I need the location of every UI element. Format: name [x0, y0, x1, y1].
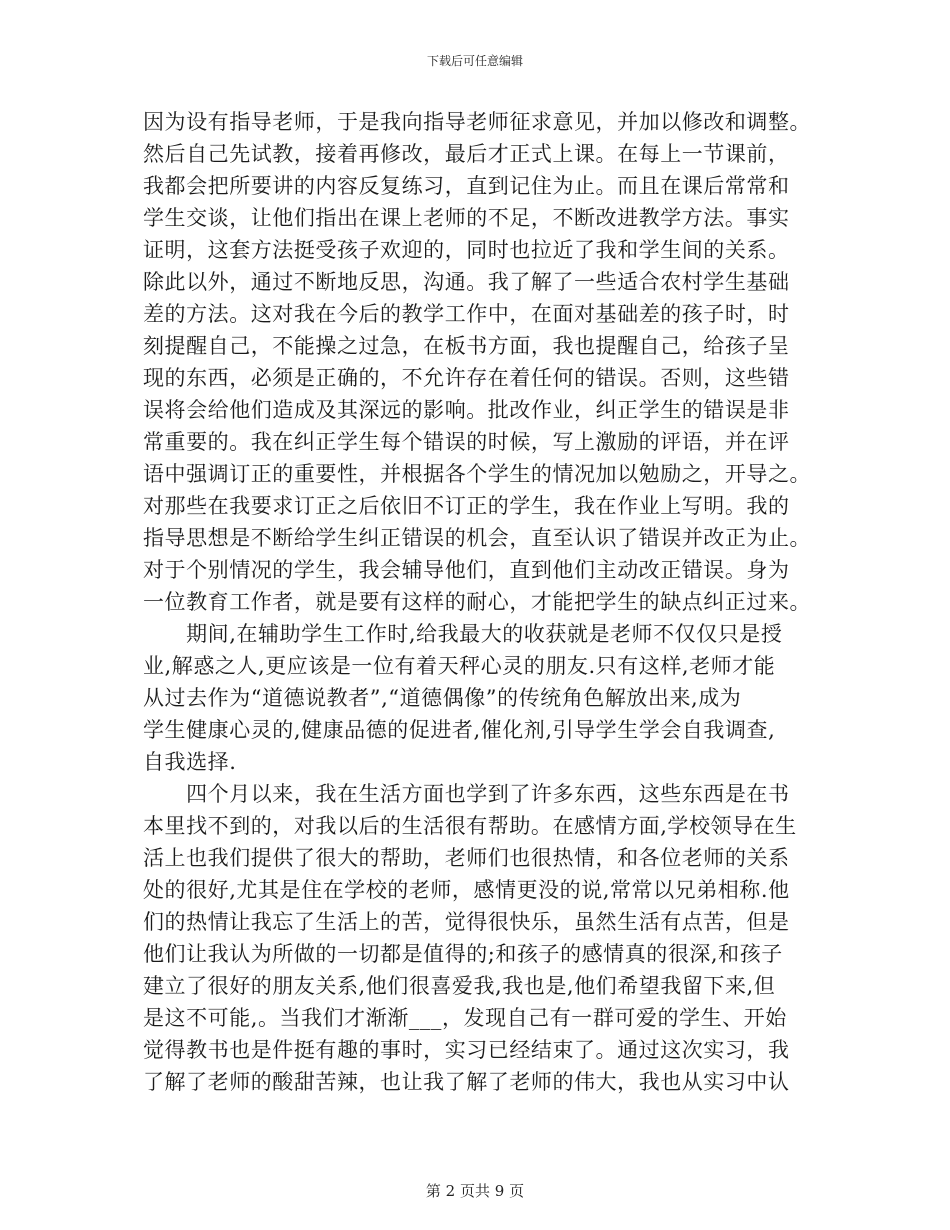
text-line: 业,解惑之人,更应该是一位有着天秤心灵的朋友.只有这样,老师才能 — [143, 654, 776, 678]
text-line: 他们让我认为所做的一切都是值得的;和孩子的感情真的很深,和孩子 — [143, 942, 783, 966]
text-line: 然后自己先试教，接着再修改，最后才正式上课。在每上一节课前， — [143, 142, 790, 166]
text-line: 学生交谈，让他们指出在课上老师的不足，不断改进教学方法。事实 — [143, 206, 790, 230]
text-line: 证明，这套方法挺受孩子欢迎的，同时也拉近了我和学生间的关系。 — [143, 238, 790, 262]
text-line: 四个月以来，我在生活方面也学到了许多东西，这些东西是在书 — [143, 782, 790, 806]
text-line: 常重要的。我在纠正学生每个错误的时候，写上激励的评语，并在评 — [143, 430, 790, 454]
text-line: 我都会把所要讲的内容反复练习，直到记住为止。而且在课后常常和 — [143, 174, 790, 198]
text-line: 语中强调订正的重要性，并根据各个学生的情况加以勉励之，开导之。 — [143, 462, 812, 486]
page-footer: 第 2 页共 9 页 — [425, 1182, 525, 1200]
text-line: 指导思想是不断给学生纠正错误的机会，直至认识了错误并改正为止。 — [143, 526, 812, 550]
text-line: 们的热情让我忘了生活上的苦，觉得很快乐，虽然生活有点苦，但是 — [143, 910, 790, 934]
text-line: 是这不可能,。当我们才渐渐___，发现自己有一群可爱的学生、开始 — [143, 1006, 787, 1030]
text-line: 处的很好,尤其是住在学校的老师，感情更没的说,常常以兄弟相称.他 — [143, 878, 790, 902]
text-line: 建立了很好的朋友关系,他们很喜爱我,我也是,他们希望我留下来,但 — [143, 974, 776, 998]
text-line: 刻提醒自己，不能操之过急，在板书方面，我也提醒自己，给孩子呈 — [143, 334, 790, 358]
text-line: 一位教育工作者，就是要有这样的耐心，才能把学生的缺点纠正过来。 — [143, 590, 812, 614]
text-line: 学生健康心灵的,健康品德的促进者,催化剂,引导学生学会自我调查, — [143, 718, 776, 742]
text-line: 期间,在辅助学生工作时,给我最大的收获就是老师不仅仅只是授 — [143, 622, 783, 646]
page-header: 下载后可任意编辑 — [426, 54, 523, 68]
text-line: 觉得教书也是件挺有趣的事时，实习已经结束了。通过这次实习，我 — [143, 1038, 790, 1062]
text-line: 从过去作为“道德说教者”,“道德偶像”的传统角色解放出来,成为 — [143, 686, 742, 710]
text-line: 除此以外，通过不断地反思，沟通。我了解了一些适合农村学生基础 — [143, 270, 790, 294]
text-line: 活上也我们提供了很大的帮助，老师们也很热情，和各位老师的关系 — [143, 846, 790, 870]
text-line: 现的东西，必须是正确的，不允许存在着任何的错误。否则，这些错 — [143, 366, 790, 390]
body-text — [143, 106, 813, 1098]
text-line: 自我选择. — [143, 750, 237, 774]
text-line: 误将会给他们造成及其深远的影响。批改作业，纠正学生的错误是非 — [143, 398, 790, 422]
text-line: 差的方法。这对我在今后的教学工作中，在面对基础差的孩子时，时 — [143, 302, 790, 326]
text-line: 对那些在我要求订正之后依旧不订正的学生，我在作业上写明。我的 — [143, 494, 790, 518]
text-line: 本里找不到的，对我以后的生活很有帮助。在感情方面,学校领导在生 — [143, 814, 797, 838]
text-line: 了解了老师的酸甜苦辣，也让我了解了老师的伟大，我也从实习中认 — [143, 1070, 790, 1094]
text-line: 对于个别情况的学生，我会辅导他们，直到他们主动改正错误。身为 — [143, 558, 790, 582]
text-line: 因为设有指导老师，于是我向指导老师征求意见，并加以修改和调整。 — [143, 110, 812, 134]
